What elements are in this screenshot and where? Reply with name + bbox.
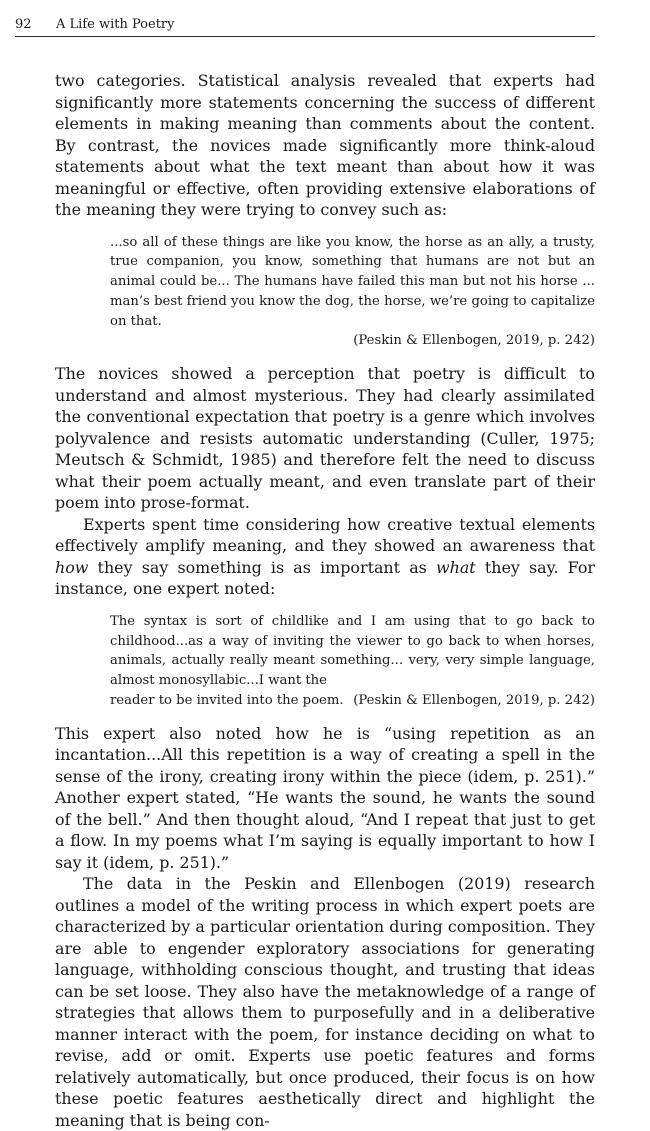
paragraph-3-part-2: they say something is as important as bbox=[88, 557, 436, 577]
block-quote-2-text: The syntax is sort of childlike and I am using that to go back to childhood...as a way of inviting the viewer to go back to when horses, animals, actually really meant something... very, very simple language, almost monosyllabic...I want the bbox=[110, 613, 595, 689]
block-quote-1-text: ...so all of these things are like you know, the horse as an ally, a trusty, true companion, you know, something that humans are not but an animal could be... The humans have failed this man but not his horse ... man’s best friend you know the dog, the horse, we’re going to capitalize on that. bbox=[110, 234, 595, 329]
block-quote-1 bbox=[55, 233, 595, 352]
paragraph-3-emphasis-what: what bbox=[435, 557, 476, 577]
paragraph-4: This expert also noted how he is “using repetition as an incantation...All this repetition is a way of creating a spell in the sense of the irony, creating irony within the piece (idem, p. 251).” Another expert stated, “He wants the sound, he wants the sound of the bell.” And then thought aloud, “And I repeat that just to get a flow. In my poems what I’m saying is equally important to how I say it (idem, p. 251).” bbox=[55, 723, 595, 872]
page-number: 92 bbox=[15, 17, 32, 32]
page-body bbox=[55, 70, 595, 1131]
book-title: A Life with Poetry bbox=[56, 17, 175, 32]
paragraph-3-emphasis-how: how bbox=[55, 557, 89, 577]
paragraph-3-part-1: Experts spent time considering how creative textual elements effectively amplify meaning, and they showed an awareness that bbox=[55, 514, 595, 556]
paragraph-5: The data in the Peskin and Ellenbogen (2019) research outlines a model of the writing process in which expert poets are characterized by a particular orientation during composition. They are able to engender exploratory associations for generating language, withholding conscious thought, and trusting that ideas can be set loose. They also have the metaknowledge of a range of strategies that allows them to purposefully and in a deliberative manner interact with the poem, for instance deciding on what to revise, add or omit. Experts use poetic features and forms relatively automatically, but once produced, their focus is on how these poetic features aesthetically direct and highlight the meaning that is being con- bbox=[55, 874, 595, 1130]
block-quote-2-last-line-text: reader to be invited into the poem. bbox=[110, 692, 344, 708]
block-quote-2 bbox=[55, 612, 595, 711]
paragraph-3 bbox=[55, 514, 595, 600]
paragraph-1: two categories. Statistical analysis revealed that experts had significantly more statements concerning the success of different elements in making meaning than comments about the content. By contrast, the novices made significantly more think-aloud statements about what the text meant than about how it was meaningful or effective, often providing extensive elaborations of the meaning they were trying to convey such as: bbox=[55, 71, 595, 219]
paragraph-2: The novices showed a perception that poetry is difficult to understand and almost mysterious. They had clearly assimilated the conventional expectation that poetry is a genre which involves polyvalence and resists automatic understanding (Culler, 1975; Meutsch & Schmidt, 1985) and therefore felt the need to discuss what their poem actually meant, and even translate part of their poem into prose-format. bbox=[55, 364, 595, 513]
running-head bbox=[15, 15, 595, 37]
block-quote-2-last-line bbox=[110, 691, 595, 711]
block-quote-2-citation: (Peskin & Ellenbogen, 2019, p. 242) bbox=[353, 692, 595, 708]
block-quote-1-citation: (Peskin & Ellenbogen, 2019, p. 242) bbox=[353, 333, 595, 349]
paragraph-3-part-3: they say. For instance, one expert noted: bbox=[55, 557, 596, 599]
